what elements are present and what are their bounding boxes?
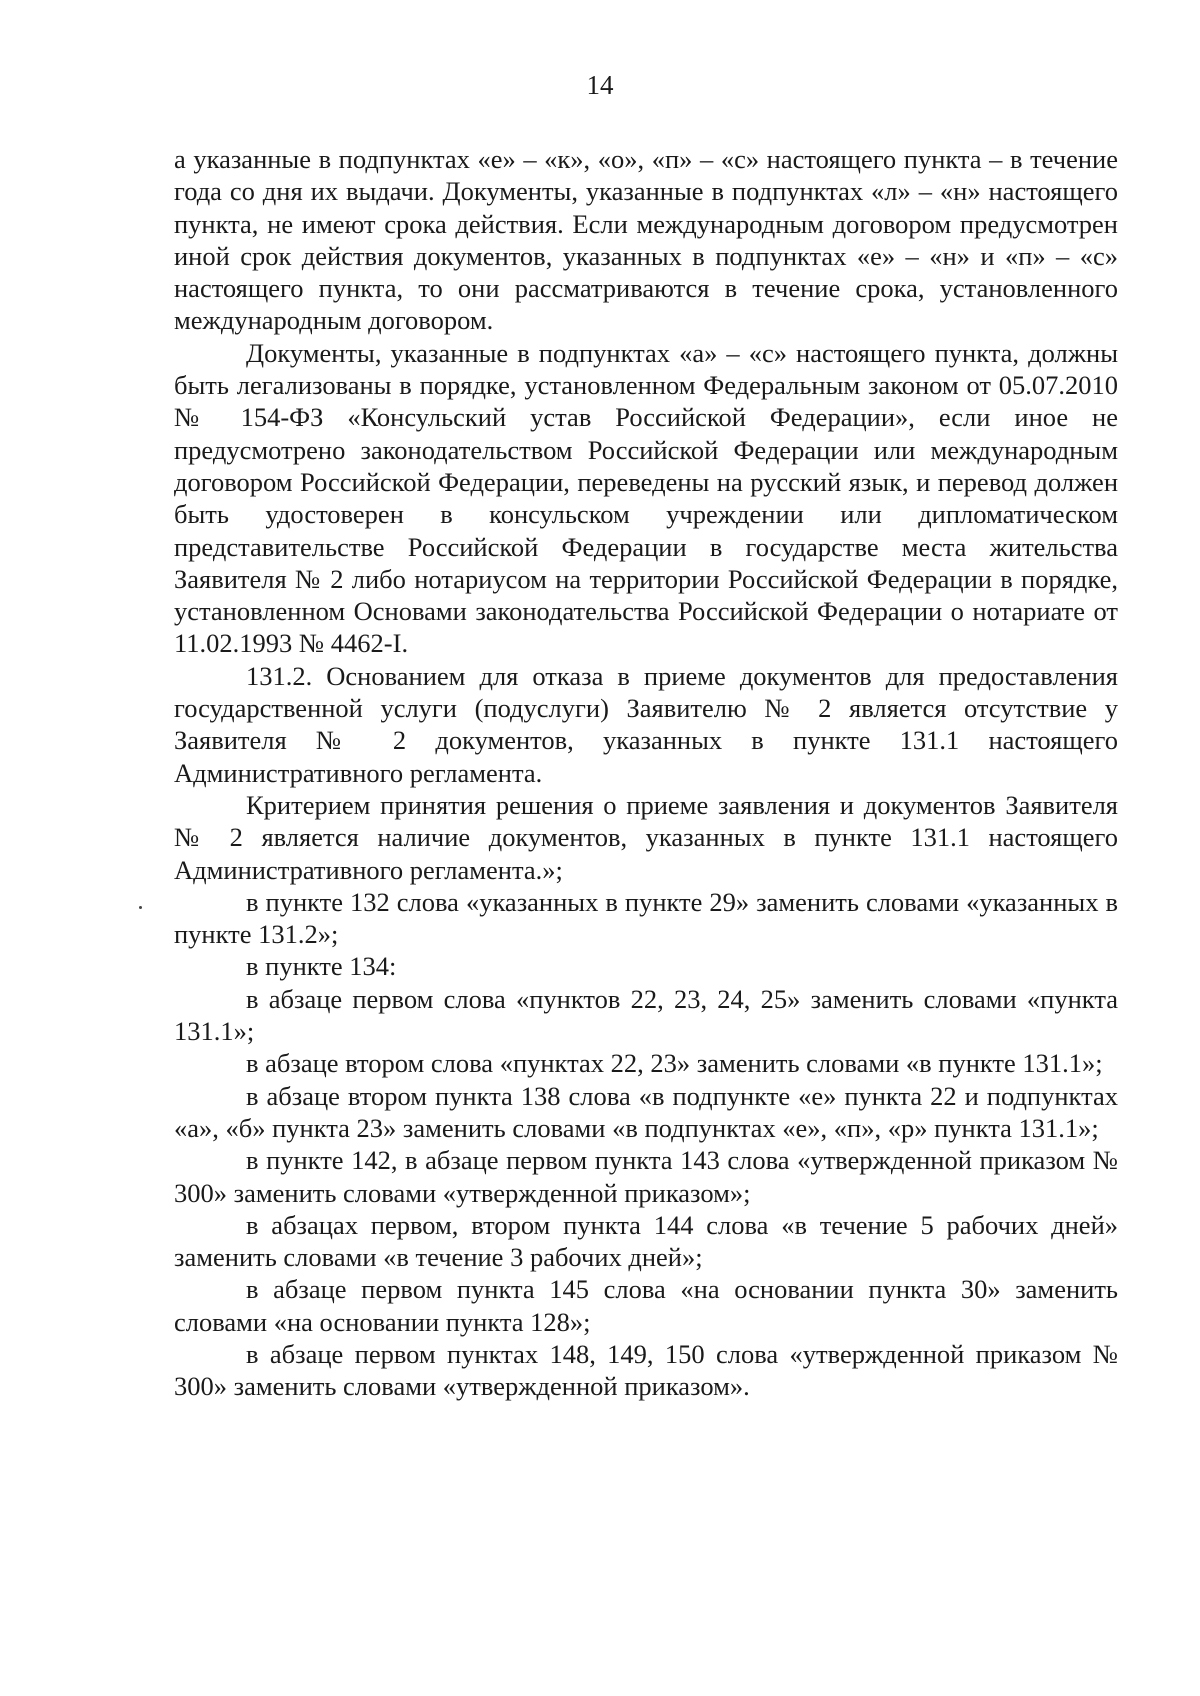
paragraph-amend-points-148-150: в абзаце первом пунктах 148, 149, 150 слова «утвержденной приказом № 300» заменить словами «утвержденной приказом». — [174, 1338, 1118, 1402]
document-body — [174, 143, 1118, 1403]
paragraph-131-2-refusal-grounds: 131.2. Основанием для отказа в приеме документов для предоставления государственной услуги (подуслуги) Заявителю № 2 является отсутствие у Заявителя № 2 документов, указанных в пункте 131.1 настоящего Административного регламента. — [174, 660, 1118, 788]
paragraph-amend-point-145: в абзаце первом пункта 145 слова «на основании пункта 30» заменить словами «на основании пункта 128»; — [174, 1274, 1118, 1337]
paragraph-amend-134-second-abzac: в абзаце втором слова «пунктах 22, 23» заменить словами «в пункте 131.1»; — [246, 1048, 1103, 1079]
paragraph-legalization: Документы, указанные в подпунктах «а» – «с» настоящего пункта, должны быть легализованы в порядке, установленном Федеральным законом от 05.07.2010 № 154-ФЗ «Консульский устав Российской Федерации», если иное не предусмотрено законодательством Российской Федерации или международным договором Российской Федерации, переведены на русский язык, и перевод должен быть удостоверен в консульском учреждении или дипломатическом представительстве Российской Федерации в государстве места жительства Заявителя № 2 либо нотариусом на территории Российской Федерации в порядке, установленном Основами законодательства Российской Федерации о нотариате от 11.02.1993 № 4462-I. — [174, 337, 1118, 659]
paragraph-amend-point-134: в пункте 134: — [246, 951, 397, 982]
paragraph-documents-validity: а указанные в подпунктах «е» – «к», «о», «п» – «с» настоящего пункта – в течение года со дня их выдачи. Документы, указанные в подпунктах «л» – «н» настоящего пункта, не имеют срока действия. Если международным договором предусмотрен иной срок действия документов, указанных в подпунктах «е» – «н» и «п» – «с» настоящего пункта, то они рассматриваются в течение срока, установленного международным договором. — [174, 144, 1118, 336]
paragraph-amend-point-132: в пункте 132 слова «указанных в пункте 29» заменить словами «указанных в пункте 131.2»; — [174, 886, 1118, 950]
paragraph-amend-134-first-abzac: в абзаце первом слова «пунктов 22, 23, 24, 25» заменить словами «пункта 131.1»; — [174, 983, 1118, 1047]
paragraph-amend-points-142-143: в пункте 142, в абзаце первом пункта 143 слова «утвержденной приказом № 300» заменить словами «утвержденной приказом»; — [174, 1145, 1118, 1208]
paragraph-amend-point-138: в абзаце втором пункта 138 слова «в подпункте «е» пункта 22 и подпунктах «а», «б» пункта 23» заменить словами «в подпунктах «е», «п», «р» пункта 131.1»; — [174, 1080, 1118, 1143]
paragraph-acceptance-criterion: Критерием принятия решения о приеме заявления и документов Заявителя № 2 является наличие документов, указанных в пункте 131.1 настоящего Административного регламента.»; — [174, 789, 1118, 885]
paragraph-amend-point-144: в абзацах первом, втором пункта 144 слова «в течение 5 рабочих дней» заменить словами «в течение 3 рабочих дней»; — [174, 1209, 1118, 1273]
scan-artifact-dot — [139, 906, 142, 909]
page-number: 14 — [586, 70, 614, 100]
